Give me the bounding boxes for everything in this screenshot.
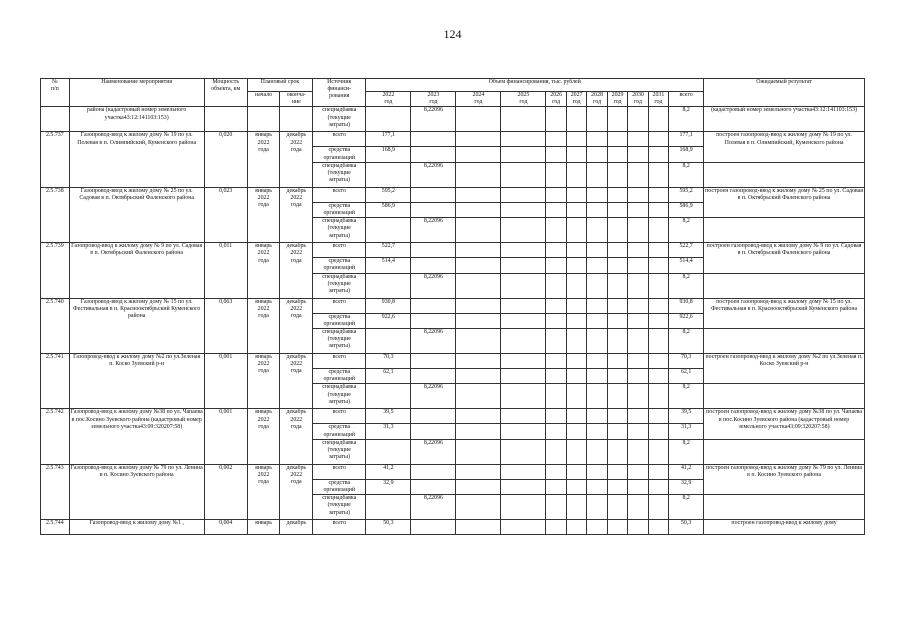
row-num: 2.5.740 xyxy=(41,298,70,353)
header-year: 2030 год xyxy=(628,92,648,107)
row-source: средства организаций xyxy=(313,313,366,328)
row-2023 xyxy=(411,298,456,313)
row-total: 8,2 xyxy=(669,329,704,354)
continuation-2023: 8,22096 xyxy=(411,107,456,132)
header-result: Ожидаемый результат xyxy=(704,79,865,107)
row-source: спецнадбавка (текущие затраты) xyxy=(313,162,366,187)
row-start: январь 2022 года xyxy=(247,354,280,409)
row-2022: 922,6 xyxy=(366,313,411,328)
row-2022 xyxy=(366,218,411,243)
continuation-row xyxy=(41,107,865,132)
row-source: спецнадбавка (текущие затраты) xyxy=(313,329,366,354)
row-start: январь 2022 года xyxy=(247,187,280,242)
continuation-name: района (кадастровый номер земельного участка43:12:141103:153) xyxy=(69,107,204,132)
row-total: 522,7 xyxy=(669,243,704,258)
row-end: декабрь 2022 года xyxy=(280,409,313,464)
header-year: 2022 год xyxy=(366,92,411,107)
row-2022 xyxy=(366,162,411,187)
row-2023: 8,22096 xyxy=(411,329,456,354)
row-name: Газопровод-ввод к жилому дому №38 по ул. Чапаева в пос.Косино Зуевского района (кадастровый номер земельного участка43:09:320207:58) xyxy=(69,409,204,464)
row-2023 xyxy=(411,132,456,147)
row-total: 32,9 xyxy=(669,479,704,494)
row-2022: 31,3 xyxy=(366,424,411,439)
continuation-total: 8,2 xyxy=(669,107,704,132)
row-end: декабрь xyxy=(280,520,313,535)
row-result: построен газопровод-ввод к жилому дому № 19 по ул. Полевая в п. Олимпийский, Куменского района xyxy=(704,132,865,162)
row-source: средства организаций xyxy=(313,369,366,384)
row-result: построен газопровод-ввод к жилому дому №38 по ул. Чапаева в пос.Косино Зуевского района (кадастровый номер земельного участка43:09:320207:58) xyxy=(704,409,865,439)
row-2023: 8,22096 xyxy=(411,162,456,187)
row-total: 930,8 xyxy=(669,298,704,313)
row-2023 xyxy=(411,464,456,479)
row-total: 39,5 xyxy=(669,409,704,424)
row-end: декабрь 2022 года xyxy=(280,243,313,298)
row-source: средства организаций xyxy=(313,147,366,162)
row-2023: 8,22096 xyxy=(411,384,456,409)
row-start: январь 2022 года xyxy=(247,409,280,464)
row-source: всего xyxy=(313,520,366,535)
page-number: 124 xyxy=(443,27,462,41)
row-result: построен газопровод-ввод к жилому дому № 15 по ул. Фестивальная в п. Краснооктябрьский Куменского района xyxy=(704,298,865,328)
row-num: 2.5.737 xyxy=(41,132,70,187)
row-capacity: 0,002 xyxy=(204,464,247,519)
row-2022 xyxy=(366,495,411,520)
row-2022: 62,1 xyxy=(366,369,411,384)
table-row xyxy=(41,464,865,479)
row-2022 xyxy=(366,439,411,464)
row-num: 2.5.741 xyxy=(41,354,70,409)
header-year: 2029 год xyxy=(607,92,627,107)
row-total: 586,9 xyxy=(669,202,704,217)
header-start: начало xyxy=(247,92,280,107)
row-total: 8,2 xyxy=(669,273,704,298)
row-total: 8,2 xyxy=(669,439,704,464)
row-name: Газопровод-ввод к жилому дому №1 , xyxy=(69,520,204,535)
row-capacity: 0,011 xyxy=(204,243,247,298)
continuation-result: (кадастровый номер земельного участка43:12:141103:153) xyxy=(704,107,865,132)
table-row xyxy=(41,132,865,147)
row-total: 8,2 xyxy=(669,162,704,187)
row-source: спецнадбавка (текущие затраты) xyxy=(313,384,366,409)
header-capacity: Мощность объекта, км xyxy=(204,79,247,107)
row-result: построен газопровод-ввод к жилому дому № 25 по ул. Садовая в п. Октябрьский Фаленского района xyxy=(704,187,865,217)
row-2023 xyxy=(411,369,456,384)
row-name: Газопровод-ввод к жилому дому № 19 по ул. Полевая в п. Олимпийский, Куменского района xyxy=(69,132,204,187)
row-capacity: 0,020 xyxy=(204,132,247,187)
header-num: № п/п xyxy=(41,79,70,107)
row-source: средства организаций xyxy=(313,424,366,439)
row-start: январь 2022 года xyxy=(247,298,280,353)
row-source: спецнадбавка (текущие затраты) xyxy=(313,439,366,464)
row-2023 xyxy=(411,258,456,273)
row-2023 xyxy=(411,409,456,424)
row-start: январь xyxy=(247,520,280,535)
row-2022: 522,7 xyxy=(366,243,411,258)
row-2022: 39,5 xyxy=(366,409,411,424)
row-total: 50,3 xyxy=(669,520,704,535)
row-2023: 8,22096 xyxy=(411,218,456,243)
row-source: средства организаций xyxy=(313,479,366,494)
table-row xyxy=(41,409,865,424)
row-2022: 586,9 xyxy=(366,202,411,217)
row-num: 2.5.742 xyxy=(41,409,70,464)
row-source: спецнадбавка (текущие затраты) xyxy=(313,218,366,243)
row-capacity: 0,001 xyxy=(204,354,247,409)
row-total: 8,2 xyxy=(669,218,704,243)
row-source: всего xyxy=(313,409,366,424)
row-name: Газопровод-ввод к жилому дому № 25 по ул. Садовая в п. Октябрьский Фаленского района xyxy=(69,187,204,242)
row-result: построен газопровод-ввод к жилому дому №2 по ул.Зеленая п. Коско Зуевский р-н xyxy=(704,354,865,384)
row-2023: 8,22096 xyxy=(411,273,456,298)
row-2023 xyxy=(411,243,456,258)
row-result: построен газопровод-ввод к жилому дому № 79 по ул. Ленина в п. Косино Зуевского района xyxy=(704,464,865,494)
row-start: январь 2022 года xyxy=(247,243,280,298)
row-2022: 514,4 xyxy=(366,258,411,273)
header-year: 2023 год xyxy=(411,92,456,107)
row-end: декабрь 2022 года xyxy=(280,187,313,242)
header-end: оконча- ние xyxy=(280,92,313,107)
row-source: средства организаций xyxy=(313,202,366,217)
row-capacity: 0,004 xyxy=(204,520,247,535)
header-year: 2027 год xyxy=(566,92,586,107)
row-total: 514,4 xyxy=(669,258,704,273)
row-total: 8,2 xyxy=(669,495,704,520)
row-source: спецнадбавка (текущие затраты) xyxy=(313,273,366,298)
row-source: всего xyxy=(313,354,366,369)
row-2022 xyxy=(366,273,411,298)
row-name: Газопровод-ввод к жилому дому №2 по ул.Зеленая п. Коско Зуевский р-н xyxy=(69,354,204,409)
row-2023 xyxy=(411,202,456,217)
row-2022: 41,2 xyxy=(366,464,411,479)
row-capacity: 0,001 xyxy=(204,409,247,464)
row-end: декабрь 2022 года xyxy=(280,132,313,187)
row-2022 xyxy=(366,329,411,354)
header-year: 2026 год xyxy=(546,92,566,107)
table-row xyxy=(41,243,865,258)
row-2023 xyxy=(411,187,456,202)
row-total: 41,2 xyxy=(669,464,704,479)
row-2022: 930,8 xyxy=(366,298,411,313)
row-total: 922,6 xyxy=(669,313,704,328)
row-end: декабрь 2022 года xyxy=(280,464,313,519)
header-funding: Объем финансирования, тыс. рублей xyxy=(366,79,704,92)
row-capacity: 0,023 xyxy=(204,187,247,242)
row-start: январь 2022 года xyxy=(247,132,280,187)
row-end: декабрь 2022 года xyxy=(280,298,313,353)
row-num: 2.5.743 xyxy=(41,464,70,519)
header-year: 2028 год xyxy=(587,92,607,107)
funding-table xyxy=(40,78,865,535)
table-row xyxy=(41,520,865,535)
continuation-source: спецнадбавка (текущие затраты) xyxy=(313,107,366,132)
row-num: 2.5.739 xyxy=(41,243,70,298)
header-name: Наименование мероприятия xyxy=(69,79,204,107)
row-result: построен газопровод-ввод к жилому дому № 9 по ул. Садовая в п. Октябрьский Фаленского района xyxy=(704,243,865,273)
row-2022: 177,1 xyxy=(366,132,411,147)
row-total: 62,1 xyxy=(669,369,704,384)
row-total: 31,3 xyxy=(669,424,704,439)
row-num: 2.5.744 xyxy=(41,520,70,535)
row-result: построен газопровод-ввод к жилому дому xyxy=(704,520,865,535)
header-plan-period: Плановый срок xyxy=(247,79,312,92)
row-2023 xyxy=(411,479,456,494)
row-2023 xyxy=(411,313,456,328)
row-total: 168,9 xyxy=(669,147,704,162)
row-source: всего xyxy=(313,132,366,147)
row-2023 xyxy=(411,354,456,369)
row-name: Газопровод-ввод к жилому дому № 79 по ул. Ленина в п. Косино Зуевского района xyxy=(69,464,204,519)
table-row xyxy=(41,187,865,202)
row-2022: 595,2 xyxy=(366,187,411,202)
row-source: всего xyxy=(313,187,366,202)
header-year: 2025 год xyxy=(501,92,546,107)
row-source: всего xyxy=(313,464,366,479)
row-total: 177,1 xyxy=(669,132,704,147)
row-start: январь 2022 года xyxy=(247,464,280,519)
row-source: всего xyxy=(313,243,366,258)
row-total: 8,2 xyxy=(669,384,704,409)
row-num: 2.5.738 xyxy=(41,187,70,242)
header-year: 2024 год xyxy=(456,92,501,107)
row-capacity: 0,063 xyxy=(204,298,247,353)
row-source: средства организаций xyxy=(313,258,366,273)
header-year: 2031 год xyxy=(648,92,668,107)
row-2022: 32,9 xyxy=(366,479,411,494)
header-total: всего xyxy=(669,92,704,107)
row-2022: 70,3 xyxy=(366,354,411,369)
row-name: Газопровод-ввод к жилому дому № 15 по ул. Фестивальная в п. Краснооктябрьский Куменского района xyxy=(69,298,204,353)
row-source: всего xyxy=(313,298,366,313)
row-2022: 50,3 xyxy=(366,520,411,535)
row-2023: 8,22096 xyxy=(411,495,456,520)
row-total: 70,3 xyxy=(669,354,704,369)
row-total: 595,2 xyxy=(669,187,704,202)
row-end: декабрь 2022 года xyxy=(280,354,313,409)
header-source: Источник финанси- рования xyxy=(313,79,366,107)
row-name: Газопровод-ввод к жилому дому № 9 по ул. Садовая в п. Октябрьский Фаленского района xyxy=(69,243,204,298)
table-row xyxy=(41,354,865,369)
row-2022 xyxy=(366,384,411,409)
row-source: спецнадбавка (текущие затраты) xyxy=(313,495,366,520)
row-2023 xyxy=(411,147,456,162)
row-2023: 8,22096 xyxy=(411,439,456,464)
row-2022: 168,9 xyxy=(366,147,411,162)
row-2023 xyxy=(411,424,456,439)
table-row xyxy=(41,298,865,313)
